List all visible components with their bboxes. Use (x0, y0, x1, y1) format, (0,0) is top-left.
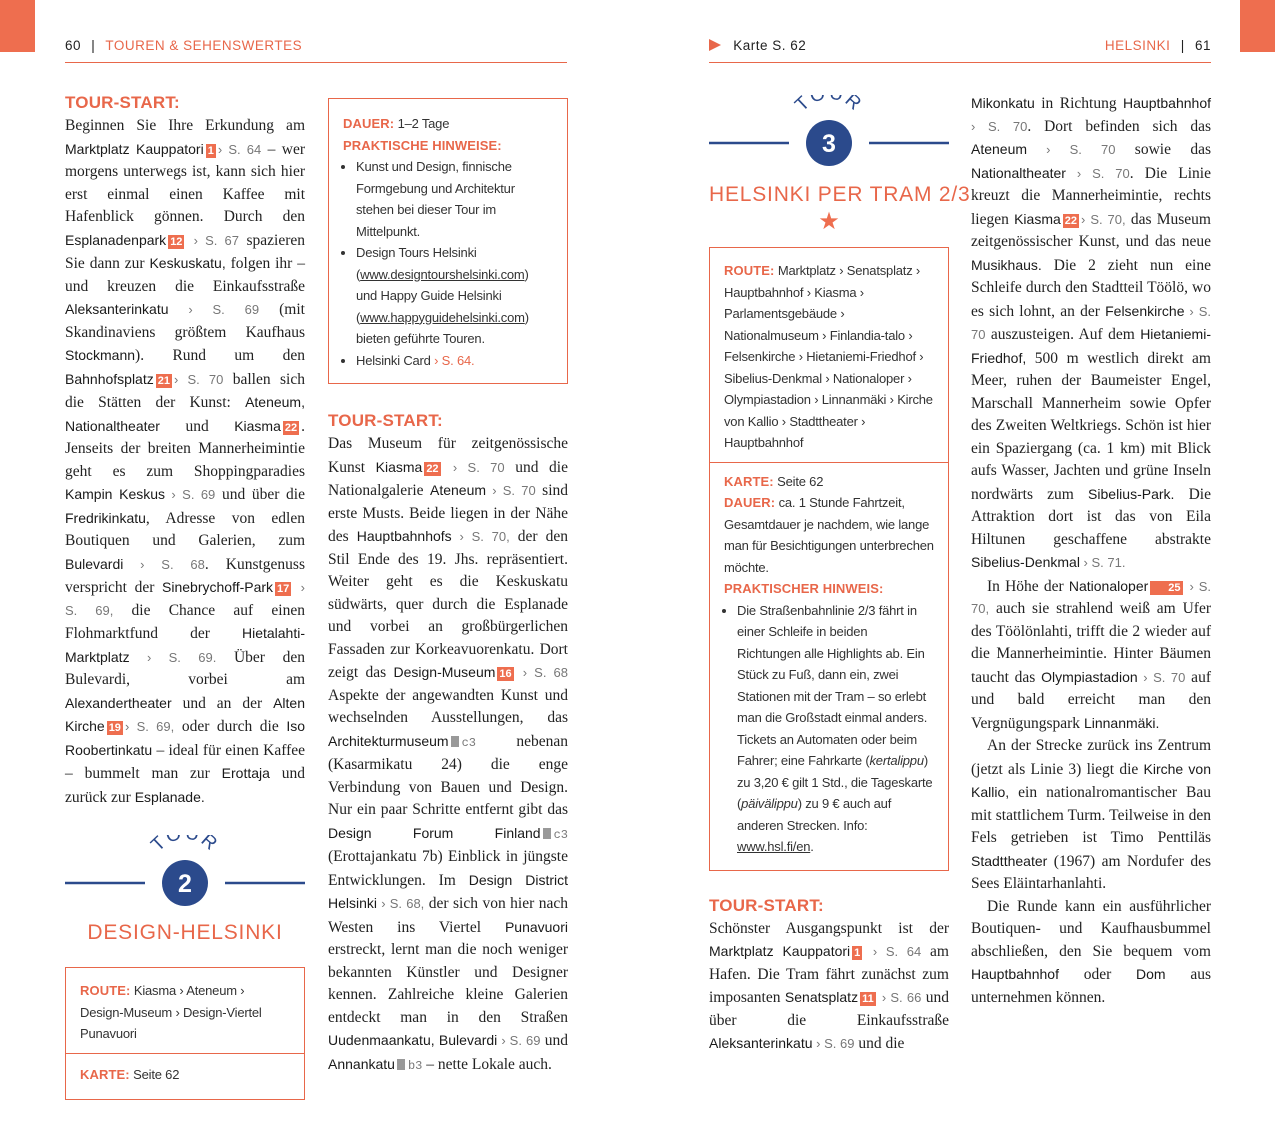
place-name: Hietalahti-Marktplatz (65, 625, 305, 665)
page-reference[interactable]: › S. 66 (877, 990, 922, 1005)
text-run: aus unternehmen können. (971, 966, 1211, 1006)
tour-title: DESIGN-HELSINKI (87, 921, 283, 944)
place-name: Sinebrychoff-Park (162, 579, 274, 595)
place-name: Esplanadenpark (65, 231, 167, 248)
separator: | (1180, 38, 1185, 53)
hint-text: ) zu 3,20 € gilt 1 Std., die Tageskarte ( (737, 753, 933, 811)
text-run: spazieren Sie dann zur (65, 231, 305, 272)
text-run: folgen ihr – und kreuzen die Einkaufsstraße (65, 255, 305, 295)
route-text: Marktplatz › Senatsplatz › Hauptbahnhof › Kiasma › Parlamentsgebäude › Nationalmuseum › Finlandia-talo › Felsenkirche › Hietaniemi-Friedhof › Sibelius-Denkmal › Nationaloper › Olympiastadion › Linnanmäki › Kirche von Kallio › Stadttheater › Hauptbahnhof (724, 263, 933, 450)
place-name: Design Forum Finland (328, 824, 541, 841)
body-paragraph (65, 115, 305, 809)
text-run: am Hafen. Die Tram fährt zunächst zum imposanten (709, 943, 949, 1006)
route-label: ROUTE: (80, 983, 131, 998)
page-reference[interactable]: › S. 69 (165, 487, 216, 502)
page-reference[interactable]: › S. 69, (65, 580, 305, 618)
hint-text: ) zu 9 € auch auf anderen Strecken. Info: (737, 796, 892, 833)
hint-label: PRAKTISCHER HINWEIS: (724, 581, 884, 596)
page-reference[interactable]: › S. 68 (123, 556, 205, 572)
place-name: Olympiastadion (1041, 668, 1138, 685)
text-run: sind erste Musts. Beide liegen in der Nähe des (328, 482, 568, 545)
designtours-link[interactable]: www.designtourshelsinki.com (360, 266, 525, 282)
place-name: Stadttheater (971, 852, 1048, 869)
map-number-badge: 16 (499, 668, 512, 680)
page-reference[interactable]: › S. 70 (1027, 142, 1116, 157)
text-run: . Kunstgenuss verspricht der (65, 555, 305, 596)
text-run: und über die Einkaufsstraße (709, 989, 949, 1029)
text-run: Die Attraktion dort ist das von Eila Hiltunen geschaffene abstrakte (971, 485, 1211, 548)
text-run: und (540, 1032, 568, 1049)
place-name: Architekturmuseum (328, 732, 449, 749)
hint-text: ) und Happy Guide Helsinki ( (356, 266, 529, 325)
running-header-right (709, 38, 1211, 63)
page-reference[interactable]: › S. 70, (971, 578, 1211, 616)
text-run: und die Nationalgalerie (328, 458, 568, 499)
text-run: – wer morgens unterwegs ist, kann sich hier erst einmal einen Kaffee mit Hafenblick gönnen. Durch den (65, 140, 305, 225)
place-name: Kirche von Kallio, (971, 760, 1211, 800)
text-run: Über den Bulevardi, vorbei am (65, 648, 305, 688)
text-run: Die Runde kann ein ausführlicher Boutiquen- und Kaufhausbummel abschließen, den Sie bequem vom (971, 897, 1211, 960)
page-reference[interactable]: › S. 70, (451, 529, 510, 544)
map-reference[interactable]: Karte S. 62 (733, 38, 807, 53)
text-run: , Adresse von edlen Boutiquen und Galerien, zum (65, 509, 305, 549)
text-run: und (159, 417, 235, 435)
hints-list (724, 600, 934, 858)
text-run: Das Museum für zeitgenössische Kunst (328, 435, 568, 476)
map-number-badge: 22 (1064, 214, 1078, 227)
svg-text:TOUR (791, 95, 866, 116)
map-grid-reference[interactable]: c3 (541, 828, 568, 842)
text-run: ein nationalromantischer Bau mit stattlichem Turm. Teilweise in den Fels getrieben ist Timo Penttiläs (971, 784, 1211, 846)
page-tab-right (1240, 0, 1275, 52)
map-number-badge: 22 (284, 421, 298, 434)
page-reference[interactable]: › S. 70 (971, 118, 1028, 134)
place-name: Uudenmaankatu, Bulevardi (328, 1032, 498, 1048)
page-reference[interactable]: › S. 64. (430, 352, 475, 368)
text-run: Schönster Ausgangspunkt ist der (709, 919, 949, 937)
body-paragraph (328, 433, 568, 1077)
text-run: das Museum zeitgenössischer Kunst, und das neue (971, 210, 1211, 250)
place-name: Esplanade. (134, 788, 205, 805)
body-paragraph (971, 735, 1211, 896)
place-name: Linnanmäki. (1083, 714, 1160, 731)
route-label: ROUTE: (724, 263, 775, 278)
page-reference[interactable]: › S. 70 (971, 303, 1211, 342)
running-header-left (65, 38, 567, 63)
star-icon: ★ (818, 209, 840, 235)
hint-text: . (810, 839, 814, 854)
hint-term: kertalippu (869, 753, 924, 768)
page-reference[interactable]: › S. 71. (1079, 555, 1126, 570)
text-run: In Höhe der (987, 577, 1069, 595)
map-label: KARTE: (80, 1066, 130, 1082)
text-run: . Die Linie kreuzt die Mannerheimintie, rechts liegen (971, 164, 1211, 228)
place-name: Bulevardi (65, 555, 124, 572)
text-run: und über die (215, 486, 305, 503)
text-run: (1967) am Nordufer des Sees Eläintarhanlahti. (971, 852, 1211, 892)
hint-text: ) bieten geführte Touren. (356, 309, 529, 346)
text-run: und die (854, 1035, 905, 1052)
place-name: Hietaniemi-Friedhof, (971, 326, 1211, 366)
place-name: Kiasma (234, 417, 281, 434)
place-name: Alexandertheater (65, 694, 172, 711)
column-2 (328, 98, 568, 1077)
place-name: Nationaltheater (971, 164, 1066, 181)
column-4 (971, 92, 1211, 1009)
place-name: Hauptbahnhof (971, 966, 1059, 982)
svg-text:TOUR (147, 835, 222, 856)
place-name: Design District Helsinki (328, 871, 568, 911)
tour-3-info-box (709, 247, 949, 871)
page-reference[interactable]: › S. 64 (217, 141, 262, 157)
tour-2-hints-box (328, 98, 568, 384)
page-reference[interactable]: › S. 68 (515, 665, 568, 680)
text-run: erstreckt, lernt man die noch weniger bekannten Künstler und Designer kennen. Zahlreiche kleine Galerien entdeckt man in den Straßen (328, 941, 568, 1026)
page-reference[interactable]: › S. 69 (497, 1033, 541, 1048)
place-name: Kampin Keskus (65, 486, 166, 502)
page-reference[interactable]: › S. 70, (1081, 211, 1126, 227)
duration-label: DAUER: (724, 495, 776, 510)
text-run: auf und bald erreicht man den Vergnügungspark (971, 668, 1211, 732)
place-name: Ateneum (430, 482, 487, 498)
page-reference[interactable]: › S. 67 (186, 232, 240, 248)
text-run: . Dort befinden sich das (1027, 117, 1211, 135)
map-number-badge: 21 (157, 374, 170, 387)
tour-number: 3 (822, 130, 836, 158)
place-name: Stockmann (65, 347, 136, 363)
text-run: die Chance auf einen Flohmarktfund der (65, 601, 305, 642)
hint-text: Helsinki Card (356, 352, 431, 368)
tour-label: T R (791, 95, 867, 116)
page-reference[interactable]: › S. 69 (168, 302, 260, 317)
place-name: Aleksanterinkatu (709, 1035, 813, 1051)
page-reference[interactable]: › S. 69. (129, 649, 217, 665)
place-name: Kiasma (1014, 210, 1061, 227)
page-number: 60 (65, 38, 82, 53)
text-run: – ideal für einen Kaffee – bummelt man zur (65, 741, 305, 782)
text-run: Die 2 zieht nun eine Schleife durch den Stadtteil Töölö, wo es sich lohnt, an der (971, 256, 1211, 320)
text-run: und an der (171, 694, 274, 712)
place-name: Dom (1136, 966, 1166, 982)
page-reference[interactable]: › S. 70 (1065, 165, 1130, 181)
page-reference[interactable]: › S. 69, (124, 719, 175, 734)
place-name: Nationaloper (1068, 577, 1149, 594)
tour-start-heading: TOUR-START: (709, 895, 824, 915)
tour-3-emblem (709, 95, 949, 175)
map-text: Seite 62 (773, 473, 824, 489)
map-number-badge: 22 (426, 462, 439, 475)
text-run: An der Strecke zurück ins Zentrum (jetzt als Linie 3) liegt die (971, 737, 1211, 778)
body-paragraph (971, 92, 1211, 575)
text-run: 500 m westlich direkt am Meer, ruhen der Baumeister Engel, Marschall Mannerheim sowie Opfer des Zweiten Weltkriegs. Schön ist hier ein Spaziergang (ca. 1 km) mit Blick aufs Wasser, Jachten und grüne Inseln nordwärts zum (971, 349, 1211, 503)
text-run: sowie das (1115, 141, 1211, 158)
map-number-badge: 25 (1150, 581, 1182, 595)
place-name: Design-Museum (393, 664, 496, 680)
map-label: KARTE: (724, 473, 774, 489)
place-name: Marktplatz Kauppatori (709, 943, 851, 959)
text-run: (mit Skandinaviens größtem Kaufhaus (65, 301, 305, 341)
hint-item: • Kunst und Design, finnische Formgebung und Architektur stehen bei dieser Tour im Mittelpunkt. (356, 156, 553, 242)
hint-text: Die Straßenbahnlinie 2/3 fährt in einer Schleife in beiden Richtungen alle Highlights ab. Ein Stück zu Fuß, dann ein, zwei Stationen mit der Tram – so erlebt man die Großstadt einmal anders. Tickets an Automaten oder beim Fahrer; eine Fahrkarte ( (737, 602, 928, 768)
text-run: Beginnen Sie Ihre Erkundung am (65, 117, 305, 134)
map-number-badge: 1 (207, 144, 214, 157)
text-run: oder durch die (174, 718, 287, 735)
hint-item (737, 600, 934, 858)
separator: | (91, 38, 96, 53)
text-run: nebenan (Kasarmikatu 24) die enge Verbindung von Bauen und Design. Nur ein paar Schritte entfernt gibt das (328, 732, 568, 818)
place-name: Hauptbahnhof (1123, 95, 1211, 111)
tour-number: 2 (178, 870, 192, 898)
hint-text: Design Tours Helsinki ( (356, 245, 477, 282)
hint-item (356, 242, 553, 350)
place-name: Musikhaus. (971, 256, 1042, 273)
hints-label: PRAKTISCHE HINWEISE: (343, 137, 502, 153)
arrow-icon (709, 39, 721, 51)
tour-title: HELSINKI PER TRAM 2/3 (709, 183, 971, 206)
page-number: 61 (1194, 38, 1211, 53)
text-run: auch sie strahlend weiß am Ufer des Töölönlahti, trifft die 2 wieder auf die Mannerheimintie. Hinter Bäumen taucht das (971, 600, 1211, 686)
place-name: Mikonkatu (971, 95, 1035, 111)
text-run: ballen sich die Stätten der Kunst: (65, 370, 305, 411)
column-3 (709, 95, 971, 1056)
tour-start-heading: TOUR-START: (65, 93, 180, 112)
map-grid-reference[interactable]: b3 (395, 1059, 422, 1073)
page-reference[interactable]: › S. 64 (864, 944, 922, 959)
map-number-badge: 11 (862, 993, 874, 1005)
page-reference[interactable]: › S. 70 (173, 371, 224, 387)
place-name: Marktplatz Kauppatori (65, 140, 204, 157)
text-run: (Erottajankatu 7b) Einblick in jüngste Entwicklungen. Im (328, 848, 568, 889)
duration-label: DAUER: (343, 116, 395, 131)
place-name: Iso Roobertinkatu (65, 718, 305, 758)
place-name: Punavuori (504, 918, 568, 935)
text-run: Aspekte der angewandten Kunst und wechselnden Ausstellungen, das (328, 686, 568, 726)
body-paragraph (971, 575, 1211, 736)
duration-text: ca. 1 Stunde Fahrtzeit, Gesamtdauer je nachdem, wie lange man für Besichtigungen unterbrechen möchte. (724, 495, 934, 575)
section-title: HELSINKI (1104, 38, 1171, 53)
place-name: Kiasma (375, 458, 423, 475)
duration-text: 1–2 Tage (394, 116, 450, 131)
place-name: Sibelius-Denkmal (971, 554, 1080, 570)
place-name: Bahnhofsplatz (65, 370, 154, 387)
place-name: Erottaja (221, 765, 270, 781)
hints-list (343, 156, 553, 371)
map-number-badge: 19 (108, 722, 121, 734)
place-name: Sibelius-Park. (1088, 485, 1175, 502)
map-grid-reference[interactable]: c3 (449, 736, 476, 750)
page-reference[interactable]: › S. 70 (1137, 669, 1186, 685)
text-run: der sich von hier nach Westen ins Viertel (328, 895, 568, 936)
happyguide-link[interactable]: www.happyguidehelsinki.com (360, 309, 525, 325)
section-title: TOUREN & SEHENSWERTES (105, 38, 303, 53)
tour-2-info-box (65, 967, 305, 1100)
place-name: Ateneum (971, 141, 1028, 157)
body-paragraph (971, 896, 1211, 1010)
route-text: Kiasma › Ateneum › Design-Museum › Design-Viertel Punavuori (80, 983, 262, 1041)
place-name: Felsenkirche (1105, 302, 1185, 319)
page-reference[interactable]: › S. 70 (486, 483, 536, 498)
text-run: und zurück zur (65, 765, 306, 806)
tour-label: T R (147, 835, 223, 856)
place-name: Fredrikinkatu (65, 509, 146, 526)
place-name: Annankatu (328, 1055, 395, 1072)
text-run: oder (1058, 966, 1137, 983)
map-number-badge: 1 (854, 947, 861, 959)
map-number-badge: 12 (170, 235, 183, 248)
map-number-badge: 17 (277, 583, 290, 595)
column-1 (65, 92, 305, 1100)
tour-start-heading: TOUR-START: (328, 411, 443, 430)
place-name: Senatsplatz (784, 989, 859, 1005)
page-reference[interactable]: › S. 69 (812, 1036, 855, 1051)
page-reference[interactable]: › S. 68, (377, 896, 425, 911)
hint-item (356, 350, 553, 372)
page-reference[interactable]: › S. 70 (442, 459, 505, 475)
place-name: Keskuskatu, (149, 255, 226, 271)
text-run: in Richtung (1034, 95, 1124, 112)
text-run: ). Rund um den (135, 347, 305, 364)
text-run: . Jenseits der breiten Mannerheimintie geht es zum Shoppingparadies (65, 417, 305, 480)
page-tab-left (0, 0, 35, 52)
place-name: Aleksanterinkatu (65, 301, 169, 317)
hsl-link[interactable]: www.hsl.fi/en (737, 839, 811, 854)
place-name: Ateneum, Nationaltheater (65, 394, 305, 434)
text-run: der den Stil Ende des 19. Jhs. repräsentiert. Weiter geht es die Keskuskatu südwärts, quer durch die Esplanade und vorbei an großbürgerlichen Fassaden zur Korkeavuorenkatu. Dort zeigt das (328, 528, 568, 681)
hint-term: päivälippu (741, 796, 798, 811)
text-run: auszusteigen. Auf dem (985, 326, 1141, 343)
map-text: Seite 62 (129, 1066, 180, 1082)
place-name: Hauptbahnhofs (356, 528, 452, 544)
body-paragraph (709, 918, 949, 1056)
place-name: Alten Kirche (65, 694, 305, 734)
tour-2-emblem (65, 835, 305, 915)
text-run: – nette Lokale auch. (422, 1055, 552, 1073)
